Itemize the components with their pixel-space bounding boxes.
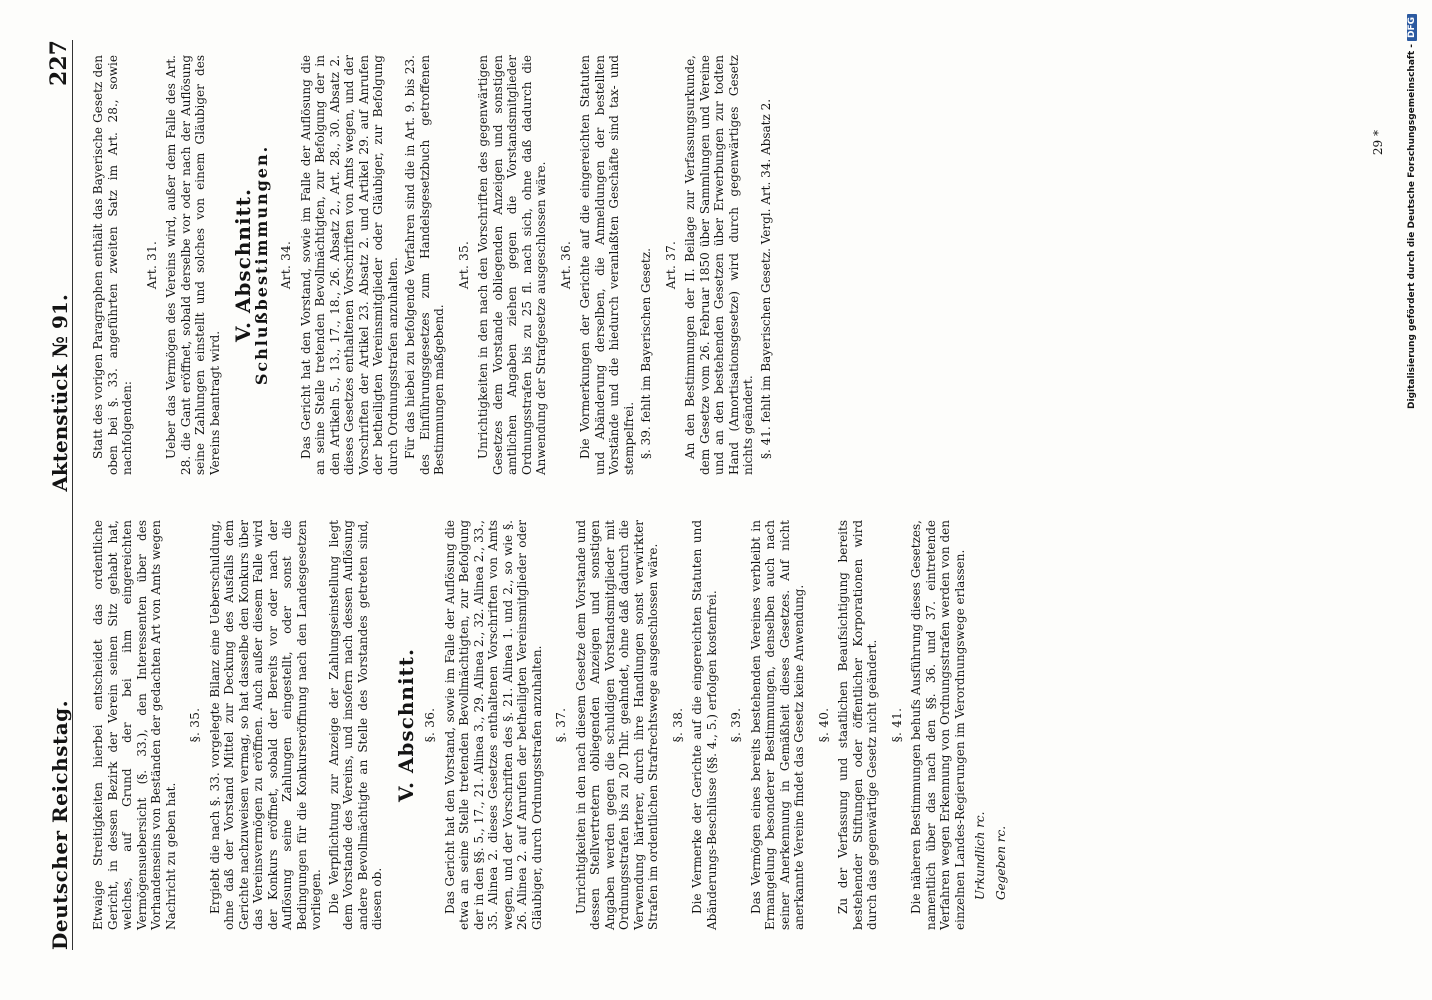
paragraph: An den Bestimmungen der II. Beilage zur Verfassungsurkunde, dem Gesetze vom 26. Februar 1850 über Sammlungen und Vereine und an den bestehenden Gesetzen über Erwerbungen zur todten Hand (Amortisationsgesetze) wird durch gegenwärtiges Gesetz nichts geändert. — [683, 55, 755, 475]
document-page — [16, 10, 1416, 990]
section-heading: §. 39. — [729, 707, 743, 743]
left-column — [91, 520, 1008, 930]
paragraph: Das Vermögen eines bereits bestehenden Vereines verbleibt in Ermangelung besonderer Bestimmungen, denselben auch nach seiner Anerkennung in Gemäßheit dieses Gesetzes. Auf nicht anerkannte Vereine findet das Gesetz keine Anwendung. — [748, 520, 806, 930]
header-document-number: Aktenstück № 91. — [48, 294, 72, 492]
paragraph: §. 41. fehlt im Bayerischen Gesetz. Vergl. Art. 34. Absatz 2. — [758, 98, 773, 459]
paragraph: Unrichtigkeiten in den nach diesem Gesetze dem Vorstande und dessen Stellvertretern obliegenden Anzeigen und sonstigen Angaben werden gegen die schuldigen Vorstandsmitglieder mit Ordnungsstrafen bis zu 20 Thlr. geahndet, ohne daß dadurch die Verwendung härterer, durch ihre Handlungen sonst verwirkter Strafen im ordentlichen Strafrechtswege ausgeschlossen wäre. — [573, 520, 660, 930]
paragraph: Die Vormerkungen der Gerichte auf die eingereichten Statuten und Abänderung derselben, die Anmeldungen der bestellten Vorstände und die hiedurch veranlaßten Geschäfte sind tax- und stempelfrei. — [578, 55, 636, 475]
section-heading: §. 37. — [554, 707, 568, 743]
part-title: V. Abschnitt. — [231, 188, 255, 343]
paragraph: §. 39. fehlt im Bayerischen Gesetz. — [639, 248, 653, 459]
paragraph: Die Vermerke der Gerichte auf die eingereichten Statuten und Abänderungs-Beschlüsse (§§. 4., 5.) erfolgen kostenfrei. — [690, 520, 719, 930]
article-heading: Art. 37. — [663, 240, 678, 290]
section-heading: §. 41. — [889, 707, 904, 743]
section-heading: §. 36. — [423, 707, 437, 743]
paragraph: Ergiebt die nach §. 33. vorgelegte Bilanz eine Ueberschuldung, ohne daß der Vorstand Mittel zur Deckung des Ausfalls dem Gerichte nachzuweisen vermag, so hat dasselbe den Konkurs über das Vereinsvermögen zu eröffnen. Auch außer diesem Falle wird der Konkurs eröffnet, sobald der Bereits vor oder nach der Auflösung seine Zahlungen eingestellt, oder sonst die Bedingungen für die Konkurseröffnung nach den Landesgesetzen vorliegen. — [207, 520, 323, 930]
dfg-logo: DFG — [1407, 14, 1417, 41]
closing-formula: Gegeben rc. — [993, 825, 1008, 900]
paragraph: Das Gericht hat den Vorstand, sowie im Falle der Auflösung die etwa an seine Stelle tretenden Bevollmächtigten, zur Befolgung der in den §§. 5., 17., 21. Alinea 3., 29. Alinea 2., 32. Alinea 2., 33., 35. Alinea 2. dieses Gesetzes enthaltenen Vorschriften von Amts wegen, und der Vorschriften des §. 21. Alinea 1. und 2., so wie §. 26. Alinea 2. auf Anrufen der betheiligten Vereinsmitglieder oder Gläubiger, durch Ordnungsstrafen anzuhalten. — [442, 520, 544, 930]
rotated-page-container — [16, 10, 1416, 990]
printer-signature: 29 * — [1371, 130, 1385, 156]
article-heading: Art. 31. — [144, 240, 159, 290]
paragraph: Zu der Verfassung und staatlichen Beaufsichtigung bereits bestehender Stiftungen oder öffentlicher Korporationen wird durch das gegenwärtige Gesetz nicht geändert. — [836, 520, 879, 930]
paragraph: Das Gericht hat den Vorstand, sowie im Falle der Auflösung die an seine Stelle tretenden Bevollmächtigten, zur Befolgung der in den Artikeln 5., 13., 17., 18., 26. Absatz 2., Art. 28., 30. Absatz 2. dieses Gesetzes enthaltenen Vorschriften von Amts wegen, und der Vorschriften der Artikel 23. Absatz 2. und Artikel 29. auf Anrufen der betheiligten Vereinsmitglieder oder Gläubiger, zur Befolgung durch Ordnungsstrafen anzuhalten. — [298, 55, 400, 475]
dfg-credit-line — [1407, 10, 1417, 990]
paragraph: Die Verpflichtung zur Anzeige der Zahlungseinstellung liegt dem Vorstande des Vereins, und insofern nach dessen Auflösung andere Bevollmächtigte an Stelle des Vorstandes getreten sind, diesen ob. — [326, 520, 384, 930]
page-number: 227 — [46, 40, 72, 86]
paragraph: Statt des vorigen Paragraphen enthält das Bayerische Gesetz den oben bei §. 33. angeführten zweiten Satz im Art. 28., sowie nachfolgenden: — [91, 55, 134, 475]
page-header — [36, 40, 73, 950]
dfg-credit-text: Digitalisierung gefördert durch die Deutsche Forschungsgemeinschaft - — [1407, 44, 1417, 409]
article-heading: Art. 35. — [456, 240, 471, 290]
header-publication: Deutscher Reichstag. — [48, 699, 72, 950]
paragraph: Die näheren Bestimmungen behufs Ausführung dieses Gesetzes, namentlich über das nach den §§. 36. und 37. eintretende Verfahren wegen Erkennung von Ordnungsstrafen werden von den einzelnen Landes-Regierungen im Verordnungswege erlassen. — [909, 520, 967, 930]
right-column — [91, 55, 776, 475]
closing-formula: Urkundlich rc. — [973, 811, 987, 900]
article-heading: Art. 36. — [558, 240, 573, 290]
part-title: V. Abschnitt. — [393, 648, 418, 803]
section-heading: §. 35. — [188, 707, 202, 743]
article-heading: Art. 34. — [279, 240, 293, 290]
paragraph: Unrichtigkeiten in den nach den Vorschriften des gegenwärtigen Gesetzes dem Vorstande obliegenden Anzeigen und sonstigen amtlichen Angaben ziehen gegen die Vorstandsmitglieder Ordnungsstrafen bis zu 25 fl. nach sich, ohne daß dadurch die Anwendung der Strafgesetze ausgeschlossen wäre. — [476, 55, 548, 475]
part-subtitle: Schlußbestimmungen. — [251, 144, 271, 386]
paragraph: Etwaige Streitigkeiten hierbei entscheidet das ordentliche Gericht, in dessen Bezirk der Verein seinen Sitz gehabt hat, welches, auf Grund der bei ihm eingereichten Vermögensuebersicht (§. 33.), den Interessenten über des Vorhandenseins von Beständen der gedachten Art von Amts wegen Nachricht zu geben hat. — [91, 520, 178, 930]
section-heading: §. 38. — [670, 707, 685, 743]
section-heading: §. 40. — [816, 707, 831, 743]
paragraph: Ueber das Vermögen des Vereins wird, außer dem Falle des Art. 28. die Gant eröffnet, sobald derselbe vor oder nach der Auflösung seine Zahlungen einstellt und solches von einem Gläubiger des Vereins beantragt wird. — [164, 55, 222, 475]
paragraph: Für das hiebei zu befolgende Verfahren sind die in Art. 9. bis 23. des Einführungsgesetzes zum Handelsgesetzbuch getroffenen Bestimmungen maßgebend. — [403, 55, 446, 475]
